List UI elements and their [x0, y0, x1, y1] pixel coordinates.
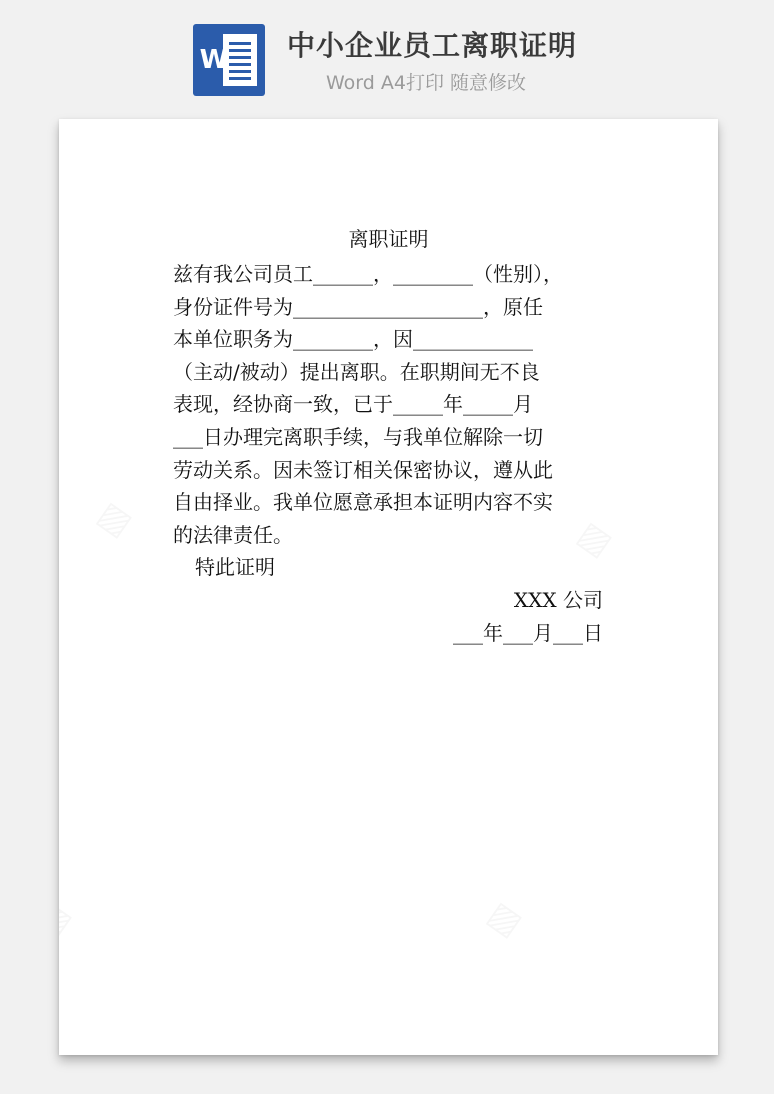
document-title: 离职证明	[348, 227, 429, 251]
word-icon	[193, 24, 265, 96]
body-line: 自由择业。我单位愿意承担本证明内容不实	[173, 490, 553, 515]
body-line: （主动/被动）提出离职。在职期间无不良	[173, 359, 540, 384]
body-line: 表现，经协商一致，已于_____年_____月	[173, 392, 533, 417]
body-line: 的法律责任。	[173, 522, 293, 547]
company-signature: XXX 公司	[513, 587, 603, 612]
banner-title: 中小企业员工离职证明	[287, 29, 578, 62]
header-banner	[0, 0, 774, 118]
body-line: 兹有我公司员工______，________（性别），	[173, 262, 563, 286]
body-line: 劳动关系。因未签订相关保密协议，遵从此	[173, 457, 553, 482]
word-icon-letter: W	[199, 45, 229, 75]
document-body	[173, 258, 603, 649]
watermark	[480, 893, 529, 944]
banner-subtitle: Word A4打印 随意修改	[326, 72, 527, 94]
date-line: ___年___月___日	[453, 620, 603, 645]
watermark	[59, 893, 80, 944]
watermark	[90, 493, 139, 544]
body-line: ___日办理完离职手续，与我单位解除一切	[173, 424, 543, 449]
body-line: 身份证件号为___________________，原任	[173, 294, 543, 319]
closing-text: 特此证明	[195, 555, 275, 580]
document-page	[59, 119, 718, 1055]
body-line: 本单位职务为________，因____________	[173, 327, 533, 352]
